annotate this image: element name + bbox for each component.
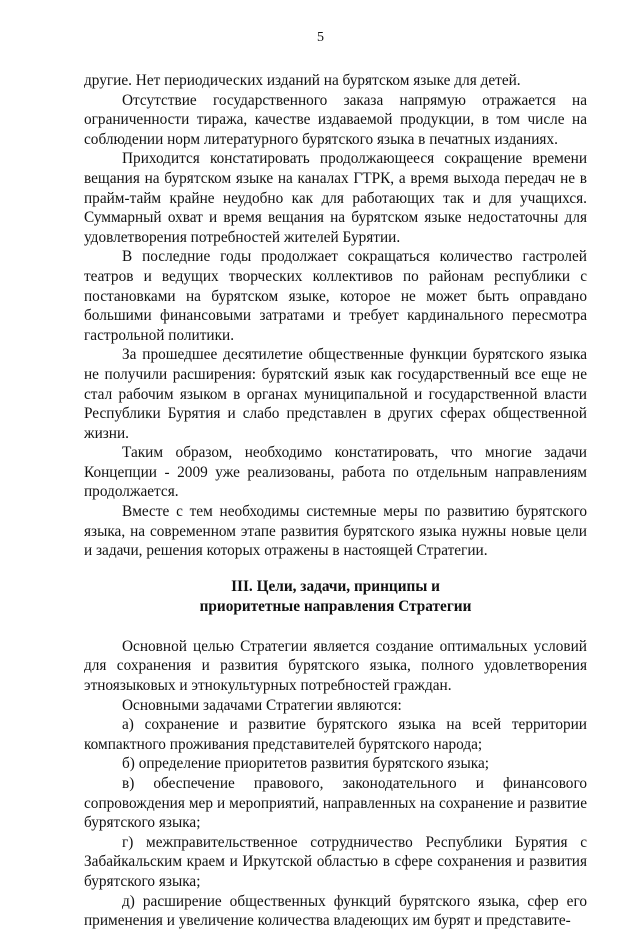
list-item: г) межправительственное сотрудничество Республики Бурятия с Забайкальским краем и Иркутской областью в сфере сохранения и развития бурятского языка; — [84, 833, 587, 890]
paragraph: За прошедшее десятилетие общественные функции бурятского языка не получили расширения: бурятский язык как государственный все еще не стал рабочим языком в органах муниципальной и государственной власти Республики Бурятия и слабо представлен в других сферах общественной жизни. — [84, 346, 587, 442]
paragraph: Вместе с тем необходимы системные меры по развитию бурятского языка, на современном этапе развития бурятского языка нужны новые цели и задачи, решения которых отражены в настоящей Стратегии. — [84, 503, 587, 560]
list-item: в) обеспечение правового, законодательного и финансового сопровождения мер и мероприятий, направленных на сохранение и развитие бурятского языка; — [84, 775, 587, 832]
list-item: б) определение приоритетов развития бурятского языка; — [122, 755, 489, 773]
body-after-heading — [84, 637, 587, 931]
paragraph: Основными задачами Стратегии являются: — [122, 696, 402, 714]
paragraph: Приходится констатировать продолжающееся сокращение времени вещания на бурятском языке на каналах ГТРК, а время выхода передач не в прайм-тайм крайне неудобно как для работающих так и для учащихся. Суммарный охват и время вещания на бурятском языке недостаточны для удовлетворения потребностей жителей Бурятии. — [84, 150, 587, 246]
list-item: д) расширение общественных функций бурятского языка, сфер его применения и увеличение количества владеющих им бурят и представите- — [84, 892, 587, 930]
list-item: а) сохранение и развитие бурятского языка на всей территории компактного проживания представителей бурятского народа; — [84, 716, 587, 753]
paragraph: другие. Нет периодических изданий на бурятском языке для детей. — [84, 72, 521, 89]
section-heading-line: III. Цели, задачи, принципы и — [231, 577, 440, 595]
paragraph: Основной целью Стратегии является создание оптимальных условий для сохранения и развития бурятского языка, полного удовлетворения этноязыковых и этнокультурных потребностей граждан. — [84, 637, 587, 695]
paragraph: Отсутствие государственного заказа напрямую отражается на ограниченности тиража, качестве издаваемой продукции, в том числе на соблюдении норм литературного бурятского языка в печатных изданиях. — [84, 91, 587, 148]
section-heading-line: приоритетные направления Стратегии — [199, 597, 472, 615]
page-number: 5 — [317, 30, 324, 45]
section-heading — [84, 577, 587, 617]
paragraph: Таким образом, необходимо констатировать, что многие задачи Концепции - 2009 уже реализованы, работа по отдельным направлениям продолжается. — [84, 444, 587, 501]
paragraph: В последние годы продолжает сокращаться количество гастролей театров и ведущих творческих коллективов по районам республики с постановками на бурятском языке, которое не может быть оправдано большими финансовыми затратами и требует кардинального пересмотра гастрольной политики. — [84, 248, 587, 344]
body-before-heading — [84, 71, 587, 561]
